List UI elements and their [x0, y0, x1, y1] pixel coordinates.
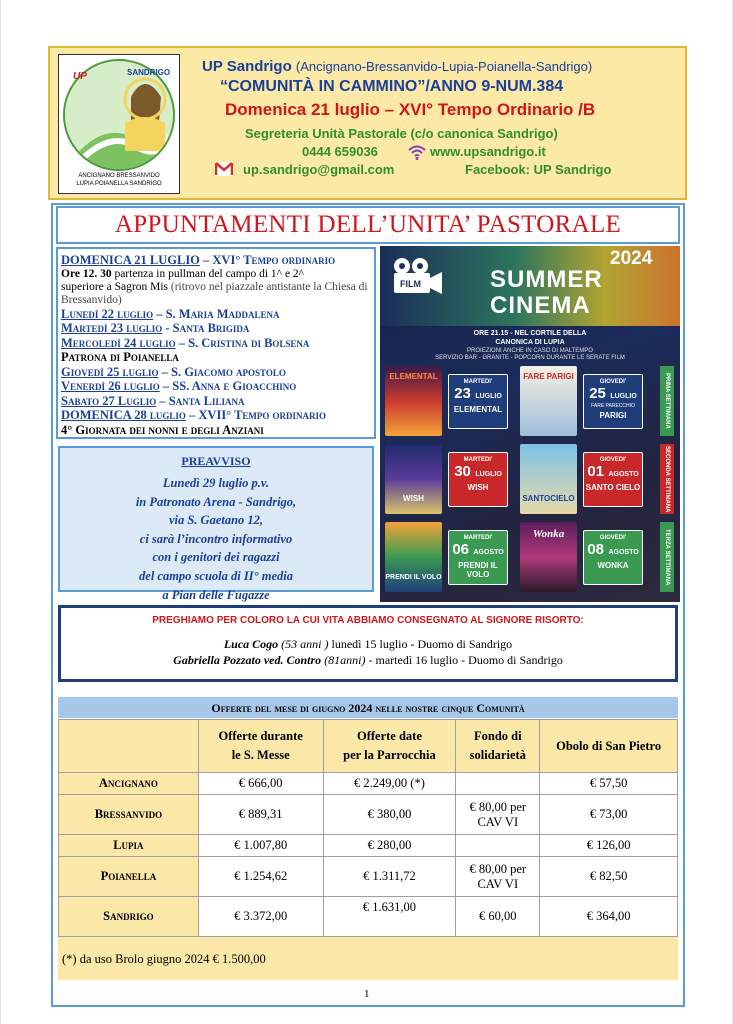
row-community: Bressanvido	[59, 795, 199, 835]
logo-caption-line2: LUPIA POIANELLA SANDRIGO	[76, 181, 162, 187]
col-header-line: Offerte durante	[218, 729, 303, 743]
cell-messe: € 1.007,80	[198, 835, 323, 857]
card-month: LUGLIO	[610, 393, 637, 400]
offerings-table	[58, 719, 678, 937]
preavviso-line: Lunedì 29 luglio p.v.	[162, 476, 270, 490]
poster-info-line: ORE 21.15 - NEL CORTILE DELLA	[473, 330, 587, 337]
col-header-fondo	[456, 720, 540, 773]
schedule-desc: Patrona di Poianella	[61, 350, 179, 364]
card-date: 08	[587, 541, 604, 558]
card-month: AGOSTO	[608, 471, 639, 478]
card-day: GIOVEDI'	[599, 457, 627, 463]
card-date: 06	[452, 541, 469, 558]
schedule-desc: – XVII° Tempo ordinario	[185, 408, 327, 422]
offerings-title	[58, 697, 678, 719]
prayer-title: PREGHIAMO PER COLORO LA CUI VITA ABBIAMO CONSEGNATO AL SIGNORE RISORTO:	[152, 615, 584, 626]
cell-fondo: € 80,00 per CAV VI	[456, 795, 540, 835]
card-day: MARTEDI'	[463, 535, 493, 541]
cell-obolo: € 82,50	[540, 857, 678, 897]
schedule-item-sunday-28	[61, 408, 372, 423]
cell-messe: € 889,31	[198, 795, 323, 835]
film-label: FILM	[400, 279, 421, 289]
card-title: SANTO CIELO	[585, 483, 641, 492]
schedule-item-sunday-21	[61, 253, 372, 268]
offerings-title-year: 2024	[348, 701, 373, 715]
row-community: Poianella	[59, 857, 199, 897]
col-header-line: per la Parrocchia	[343, 748, 436, 762]
card-date: 25	[589, 385, 606, 402]
cell-parrocchia: € 2.249,00 (*)	[323, 773, 456, 795]
newsletter-header	[48, 46, 687, 200]
logo-caption	[59, 172, 179, 194]
card-day: GIOVEDI'	[599, 535, 627, 541]
col-header-line: Fondo di	[474, 729, 522, 743]
note-text2: superiore a Sagron Mis	[61, 280, 168, 293]
movie-thumbnail-parigi	[520, 366, 577, 436]
schedule-desc: – Santa Liliana	[156, 393, 245, 408]
thumb-title: WISH	[403, 494, 424, 503]
card-month: LUGLIO	[475, 471, 502, 478]
deceased-name: Gabriella Pozzato ved. Contro	[173, 653, 322, 667]
deceased-age: (81anni)	[321, 653, 366, 667]
schedule-day: DOMENICA 21 LUGLIO	[61, 253, 200, 267]
thumb-title: ELEMENTAL	[389, 372, 438, 381]
funeral-info: lunedì 15 luglio - Duomo di Sandrigo	[328, 637, 513, 651]
svg-text:UP: UP	[73, 71, 87, 82]
preavviso-line: a Pian delle Fugazze	[162, 587, 270, 602]
schedule-day: Sabato 27 Luglio	[61, 393, 157, 408]
schedule-item-thursday-25	[61, 365, 372, 380]
header-phone: 0444 659036	[302, 144, 378, 159]
table-row	[59, 857, 678, 897]
schedule-day: Lunedì 22 luglio	[61, 306, 154, 321]
movie-thumbnail-wonka	[520, 522, 577, 592]
preavviso-title: PREAVVISO	[181, 454, 251, 468]
cell-parrocchia: € 380,00	[323, 795, 456, 835]
prayer-entry	[61, 636, 675, 652]
schedule-item-saturday-27	[61, 394, 372, 409]
cell-obolo: € 57,50	[540, 773, 678, 795]
cell-fondo	[456, 773, 540, 795]
col-header-parrocchia	[323, 720, 456, 773]
table-row	[59, 795, 678, 835]
cell-fondo: € 60,00	[456, 897, 540, 937]
card-month: AGOSTO	[473, 549, 504, 556]
schedule-desc: – XVI° Tempo ordinario	[199, 253, 336, 267]
week-label-2: SECONDA SETTIMANA	[660, 444, 674, 514]
movie-card-parigi	[583, 374, 643, 429]
deceased-age: (53 anni )	[278, 637, 329, 651]
offerings-footnote: (*) da uso Brolo giugno 2024 € 1.500,00	[62, 952, 266, 966]
cell-fondo: € 80,00 per CAV VI	[456, 857, 540, 897]
header-email[interactable]: up.sandrigo@gmail.com	[243, 162, 395, 177]
schedule-desc: – S. Cristina di Bolsena	[175, 335, 310, 350]
cell-parrocchia: € 1.311,72	[323, 857, 456, 897]
thumb-title: FARE PARIGI	[523, 372, 574, 381]
preavviso-line: ci sarà l’incontro informativo	[139, 531, 293, 546]
offerings-title-a: Offerte del mese di giugno	[211, 701, 349, 715]
schedule-patron-note	[61, 350, 372, 365]
preavviso-line: in Patronato Arena - Sandrigo,	[135, 494, 297, 509]
card-title: WISH	[467, 483, 489, 492]
card-title: ELEMENTAL	[453, 405, 503, 414]
movie-thumbnail-wish	[385, 444, 442, 514]
card-subtitle: FARE PARECCHIO	[591, 403, 635, 409]
table-header-row	[59, 720, 678, 773]
col-header-line: le S. Messe	[231, 748, 290, 762]
week-label-1: PRIMA SETTIMANA	[660, 366, 674, 436]
schedule-day: Mercoledì 24 luglio	[61, 335, 176, 350]
appointments-title-box	[56, 206, 680, 244]
row-community: Sandrigo	[59, 897, 199, 937]
card-day: MARTEDI'	[463, 379, 493, 385]
card-month: LUGLIO	[475, 393, 502, 400]
cell-messe: € 666,00	[198, 773, 323, 795]
movie-thumbnail-elemental	[385, 366, 442, 436]
thumb-title: Wonka	[532, 528, 565, 540]
poster-info-main	[400, 330, 660, 347]
header-issue: “COMUNITÀ IN CAMMINO”/ANNO 9-NUM.384	[220, 78, 564, 95]
col-header-line: Offerte date	[357, 729, 422, 743]
note-time: Ore 12. 30	[61, 267, 112, 280]
cell-messe: € 1.254,62	[198, 857, 323, 897]
up-sandrigo-logo	[58, 54, 180, 194]
weekly-schedule	[56, 247, 376, 439]
schedule-day: Martedì 23 luglio	[61, 321, 163, 335]
cell-obolo: € 364,00	[540, 897, 678, 937]
card-day: GIOVEDI'	[599, 379, 627, 385]
header-title-main: UP Sandrigo	[202, 58, 292, 75]
cell-messe: € 3.372,00	[198, 897, 323, 937]
header-date: Domenica 21 luglio – XVI° Tempo Ordinario /B	[225, 100, 596, 119]
movie-card-wish	[448, 452, 508, 507]
header-title	[202, 58, 592, 75]
schedule-day: DOMENICA 28 luglio	[61, 408, 186, 422]
row-community: Ancignano	[59, 773, 199, 795]
card-month: AGOSTO	[608, 549, 639, 556]
poster-info-line: CANONICA DI LUPIA	[495, 338, 565, 346]
schedule-day: Giovedì 25 luglio	[61, 364, 159, 379]
schedule-item-wednesday-24	[61, 336, 372, 351]
header-secretariat: Segreteria Unità Pastorale (c/o canonica Sandrigo)	[245, 126, 558, 141]
movie-card-santo-cielo	[583, 452, 643, 507]
card-day: MARTEDI'	[463, 457, 493, 463]
week-label-3: TERZA SETTIMANA	[660, 522, 674, 592]
schedule-item-monday-22	[61, 307, 372, 322]
cell-parrocchia: € 1.631,00	[323, 897, 456, 937]
movie-card-prendi-il-volo	[448, 530, 508, 585]
header-website[interactable]: www.upsandrigo.it	[430, 144, 546, 159]
card-date: 01	[587, 463, 604, 480]
poster-info-line: SERVIZIO BAR - GRANITE - POPCORN DURANTE LE SERATE FILM	[435, 355, 625, 361]
preavviso-line: del campo scuola di II° media	[139, 568, 293, 583]
poster-info-sub	[400, 348, 660, 362]
movie-card-wonka	[583, 530, 643, 585]
summer-cinema-poster	[380, 246, 680, 602]
card-date: 23	[454, 385, 471, 402]
card-title: WONKA	[597, 561, 629, 570]
card-date: 30	[454, 463, 471, 480]
preavviso-box	[58, 446, 374, 602]
movie-card-elemental	[448, 374, 508, 429]
movie-thumbnail-prendi-il-volo	[385, 522, 442, 592]
note-text1: partenza in pullman del campo di 1^ e 2^	[111, 267, 305, 280]
schedule-day: Venerdì 26 luglio	[61, 379, 160, 393]
schedule-grandparents-note	[61, 423, 372, 438]
schedule-desc: - Santa Brigida	[162, 321, 250, 335]
film-camera-icon	[386, 256, 448, 296]
table-row	[59, 835, 678, 857]
thumb-title: SANTOCIELO	[522, 494, 575, 503]
thumb-title: PRENDI IL VOLO	[385, 574, 442, 581]
schedule-item-friday-26	[61, 379, 372, 394]
note-text3: (ritrovo nel piazzale antistante la Chiesa di Bressanvido)	[61, 280, 368, 306]
cell-obolo: € 126,00	[540, 835, 678, 857]
poster-summer: SUMMER	[490, 266, 603, 293]
offerings-title-b: nelle nostre cinque Comunità	[372, 701, 525, 715]
table-corner-cell	[59, 720, 199, 773]
header-title-communities: (Ancignano-Bressanvido-Lupia-Poianella-Sandrigo)	[295, 59, 593, 74]
schedule-desc: 4° Giornata dei nonni e degli Anziani	[61, 422, 264, 437]
movie-thumbnail-santocielo	[520, 444, 577, 514]
svg-text:SANDRIGO: SANDRIGO	[127, 68, 171, 77]
schedule-desc: – SS. Anna e Gioacchino	[159, 379, 297, 393]
cell-fondo	[456, 835, 540, 857]
table-row	[59, 897, 678, 937]
schedule-item-tuesday-23	[61, 321, 372, 336]
appointments-title: APPUNTAMENTI DELL’UNITA’ PASTORALE	[114, 211, 622, 238]
header-facebook[interactable]: Facebook: UP Sandrigo	[465, 162, 612, 177]
gmail-icon	[215, 162, 233, 176]
table-row	[59, 773, 678, 795]
page-number: 1	[364, 988, 370, 1000]
preavviso-line: via S. Gaetano 12,	[168, 513, 264, 528]
poster-cinema: CINEMA	[490, 292, 591, 319]
col-header-obolo: Obolo di San Pietro	[540, 720, 678, 773]
logo-arc-text	[65, 59, 177, 89]
poster-info-line: PROIEZIONI ANCHE IN CASO DI MALTEMPO	[467, 348, 593, 354]
prayer-entry	[61, 652, 675, 668]
card-title: PRENDI IL VOLO	[458, 561, 498, 579]
funeral-info: - martedì 16 luglio - Duomo di Sandrigo	[365, 653, 563, 667]
offerings-section	[58, 697, 678, 980]
poster-year: 2024	[610, 248, 653, 269]
cell-obolo: € 73,00	[540, 795, 678, 835]
deceased-name: Luca Cogo	[223, 637, 279, 651]
card-title: PARIGI	[599, 411, 627, 420]
preavviso-line: con i genitori dei ragazzi	[152, 550, 280, 565]
schedule-desc: – S. Maria Maddalena	[153, 306, 280, 321]
prayer-box	[58, 605, 678, 682]
wifi-icon	[408, 144, 426, 160]
col-header-line: solidarietà	[469, 748, 526, 762]
logo-caption-line1: ANCIGNANO BRESSANVIDO	[78, 173, 160, 179]
schedule-desc: – S. Giacomo apostolo	[158, 364, 286, 379]
cell-parrocchia: € 280,00	[323, 835, 456, 857]
schedule-note	[61, 268, 372, 307]
row-community: Lupia	[59, 835, 199, 857]
col-header-messe	[198, 720, 323, 773]
